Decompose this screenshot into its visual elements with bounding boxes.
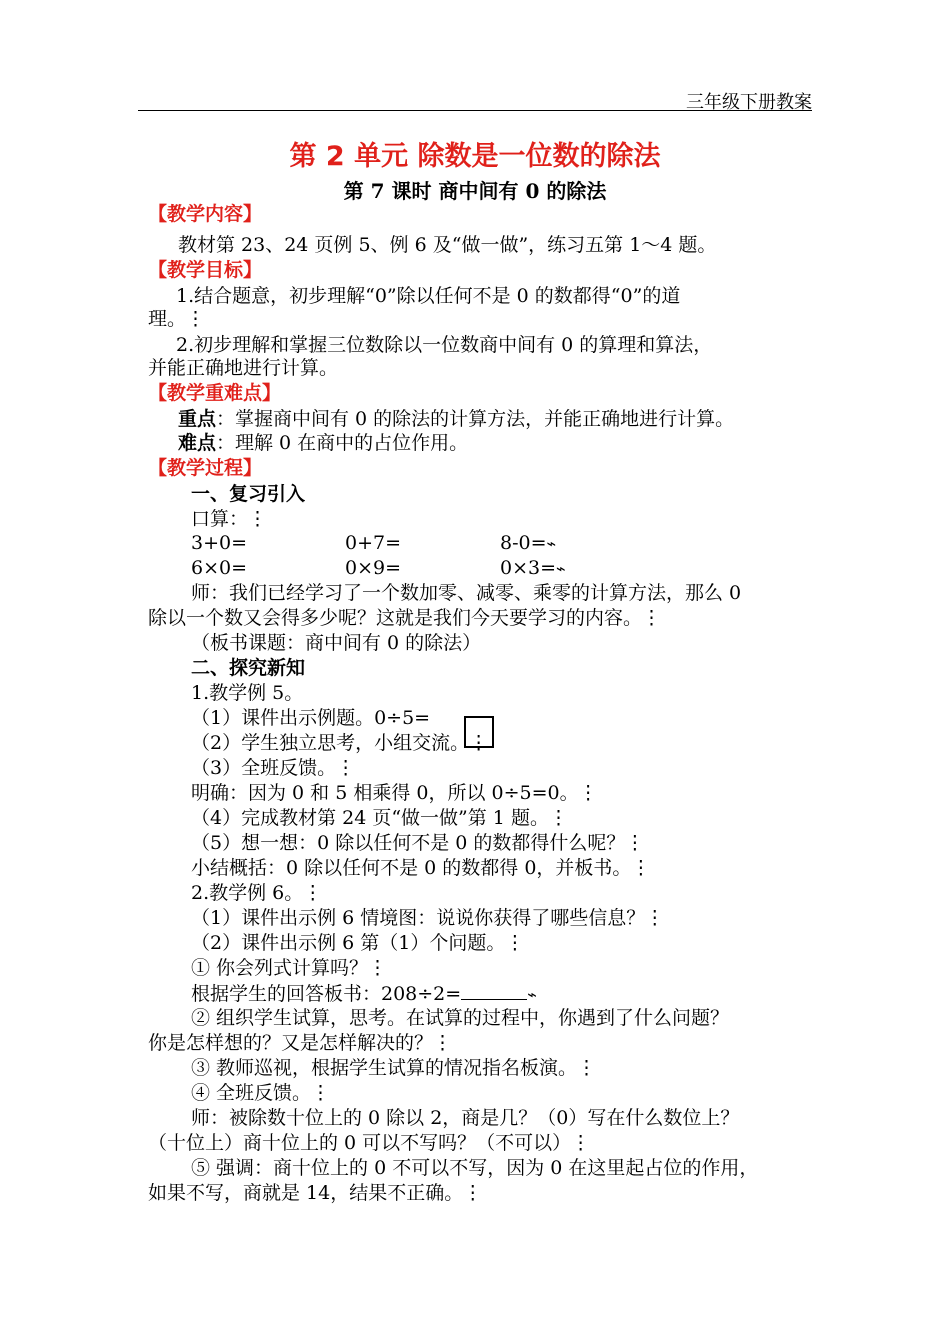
example-6-step-1: （1）课件出示例 6 情境图：说说你获得了哪些信息？⋮ [191, 907, 665, 929]
lesson-subtitle: 第 7 课时 商中间有 0 的除法 [343, 179, 607, 203]
example-6-q5-line-2: 如果不写，商就是 14，结果不正确。⋮ [148, 1182, 483, 1204]
example-5-step-3: （3）全班反馈。⋮ [191, 757, 356, 779]
calc-r1-c3 [500, 531, 556, 556]
example-5-step-2: （2）学生独立思考，小组交流。⋮ [191, 732, 489, 754]
difficult-label: 难点 [178, 432, 217, 454]
example-5-clarify: 明确：因为 0 和 5 相乘得 0，所以 0÷5=0。⋮ [191, 782, 598, 804]
calc-r1-c2: 0+7= [345, 532, 402, 554]
example-6-board [191, 981, 537, 1007]
calc-r2-c3-text: 0×3= [500, 557, 557, 579]
teacher-intro-line-1: 师：我们已经学习了一个数加零、减零、乘零的计算方法，那么 0 [191, 582, 742, 604]
key-point [178, 407, 734, 431]
calc-r2-c3 [500, 556, 566, 581]
part-1-heading: 一、复习引入 [191, 483, 306, 505]
calc-r1-c1: 3+0= [191, 532, 248, 554]
example-5-step-5: （5）想一想：0 除以任何不是 0 的数都得什么呢？⋮ [191, 832, 645, 854]
goal-1-line-1: 1.结合题意，初步理解“0”除以任何不是 0 的数都得“0”的道 [176, 285, 681, 307]
part-2-heading: 二、探究新知 [191, 657, 306, 679]
example-5-step-1: （1）课件出示例题。0÷5= [191, 707, 431, 729]
calc-r1-c3-text: 8-0= [500, 532, 547, 554]
goal-2-line-1: 2.初步理解和掌握三位数除以一位数商中间有 0 的算理和算法， [176, 334, 713, 356]
board-title: （板书课题：商中间有 0 的除法） [191, 632, 482, 654]
example-6-q5-line-1: ⑤ 强调：商十位上的 0 不可以不写，因为 0 在这里起占位的作用， [191, 1157, 759, 1179]
content-text: 教材第 23、24 页例 5、例 6 及“做一做”，练习五第 1～4 题。 [178, 234, 717, 256]
answer-blank [461, 981, 527, 1000]
header-label: 三年级下册教案 [686, 92, 812, 113]
unit-title: 第 2 单元 除数是一位数的除法 [289, 141, 661, 172]
scribble-icon: ⌁ [556, 559, 566, 578]
example-5-summary: 小结概括：0 除以任何不是 0 的数都得 0，并板书。⋮ [191, 857, 651, 879]
example-6-q4: ④ 全班反馈。⋮ [191, 1082, 331, 1104]
section-content-heading: 【教学内容】 [148, 203, 263, 225]
section-process-heading: 【教学过程】 [148, 457, 263, 479]
example-6-teacher-line-1: 师：被除数十位上的 0 除以 2，商是几？（0）写在什么数位上？ [191, 1107, 740, 1129]
calc-r2-c1: 6×0= [191, 557, 248, 579]
key-label: 重点 [178, 408, 217, 430]
example-6-q2-line-1: ② 组织学生试算，思考。在试算的过程中，你遇到了什么问题？ [191, 1007, 730, 1029]
section-key-heading: 【教学重难点】 [148, 382, 282, 404]
header-rule [138, 110, 812, 111]
example-5-step-4: （4）完成教材第 24 页“做一做”第 1 题。⋮ [191, 807, 568, 829]
example-5-heading: 1.教学例 5。 [191, 682, 304, 704]
difficult-text: ：理解 0 在商中的占位作用。 [216, 432, 469, 454]
scribble-icon: ⌁ [546, 534, 557, 553]
oral-calc-label: 口算：⋮ [191, 508, 268, 530]
calc-r2-c2: 0×9= [345, 557, 402, 579]
example-6-step-2: （2）课件出示例 6 第（1）个问题。⋮ [191, 932, 525, 954]
example-6-board-text: 根据学生的回答板书：208÷2= [191, 983, 462, 1005]
goal-1-line-2: 理。⋮ [148, 308, 206, 330]
goal-2-line-2: 并能正确地进行计算。 [148, 357, 339, 379]
key-text: ：掌握商中间有 0 的除法的计算方法，并能正确地进行计算。 [216, 408, 735, 430]
example-6-heading: 2.教学例 6。⋮ [191, 882, 323, 904]
example-6-q3: ③ 教师巡视，根据学生试算的情况指名板演。⋮ [191, 1057, 597, 1079]
section-goals-heading: 【教学目标】 [148, 259, 263, 281]
teacher-intro-line-2: 除以一个数又会得多少呢？这就是我们今天要学习的内容。⋮ [148, 607, 662, 629]
example-6-q2-line-2: 你是怎样想的？又是怎样解决的？⋮ [148, 1032, 453, 1054]
example-6-q1: ① 你会列式计算吗？⋮ [191, 957, 388, 979]
scribble-icon: ⌁ [527, 985, 537, 1004]
difficult-point [178, 431, 468, 455]
example-6-teacher-line-2: （十位上）商十位上的 0 可以不写吗？（不可以）⋮ [148, 1132, 591, 1154]
